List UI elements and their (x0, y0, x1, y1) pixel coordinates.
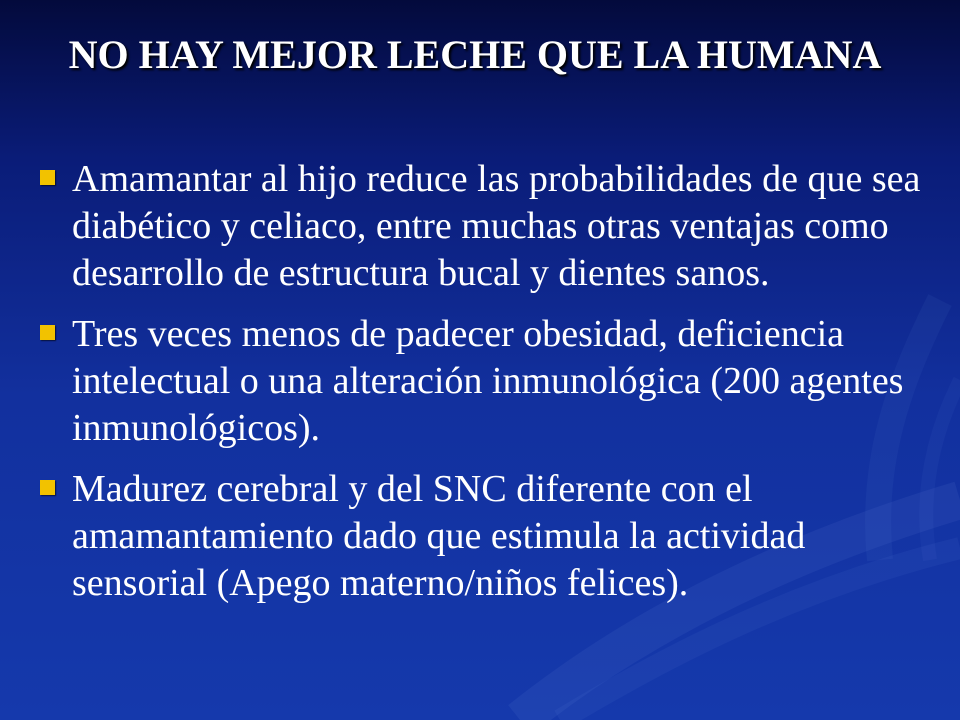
bullet-item (38, 311, 928, 452)
bullet-list (38, 156, 928, 621)
bullet-text: Amamantar al hijo reduce las probabilidades de que sea diabético y celiaco, entre muchas otras ventajas como desarrollo de estructura bucal y dientes sanos. (72, 158, 921, 294)
yellow-square-bullet-icon (40, 325, 55, 340)
slide-title: NO HAY MEJOR LECHE QUE LA HUMANA (68, 32, 882, 77)
yellow-square-bullet-icon (40, 480, 55, 495)
bullet-item (38, 156, 928, 297)
bullet-item (38, 466, 928, 607)
bullet-text: Tres veces menos de padecer obesidad, deficiencia intelectual o una alteración inmunológica (200 agentes inmunológicos). (72, 313, 904, 449)
bullet-text: Madurez cerebral y del SNC diferente con el amamantamiento dado que estimula la actividad sensorial (Apego materno/niños felices). (72, 468, 806, 604)
yellow-square-bullet-icon (40, 170, 55, 185)
